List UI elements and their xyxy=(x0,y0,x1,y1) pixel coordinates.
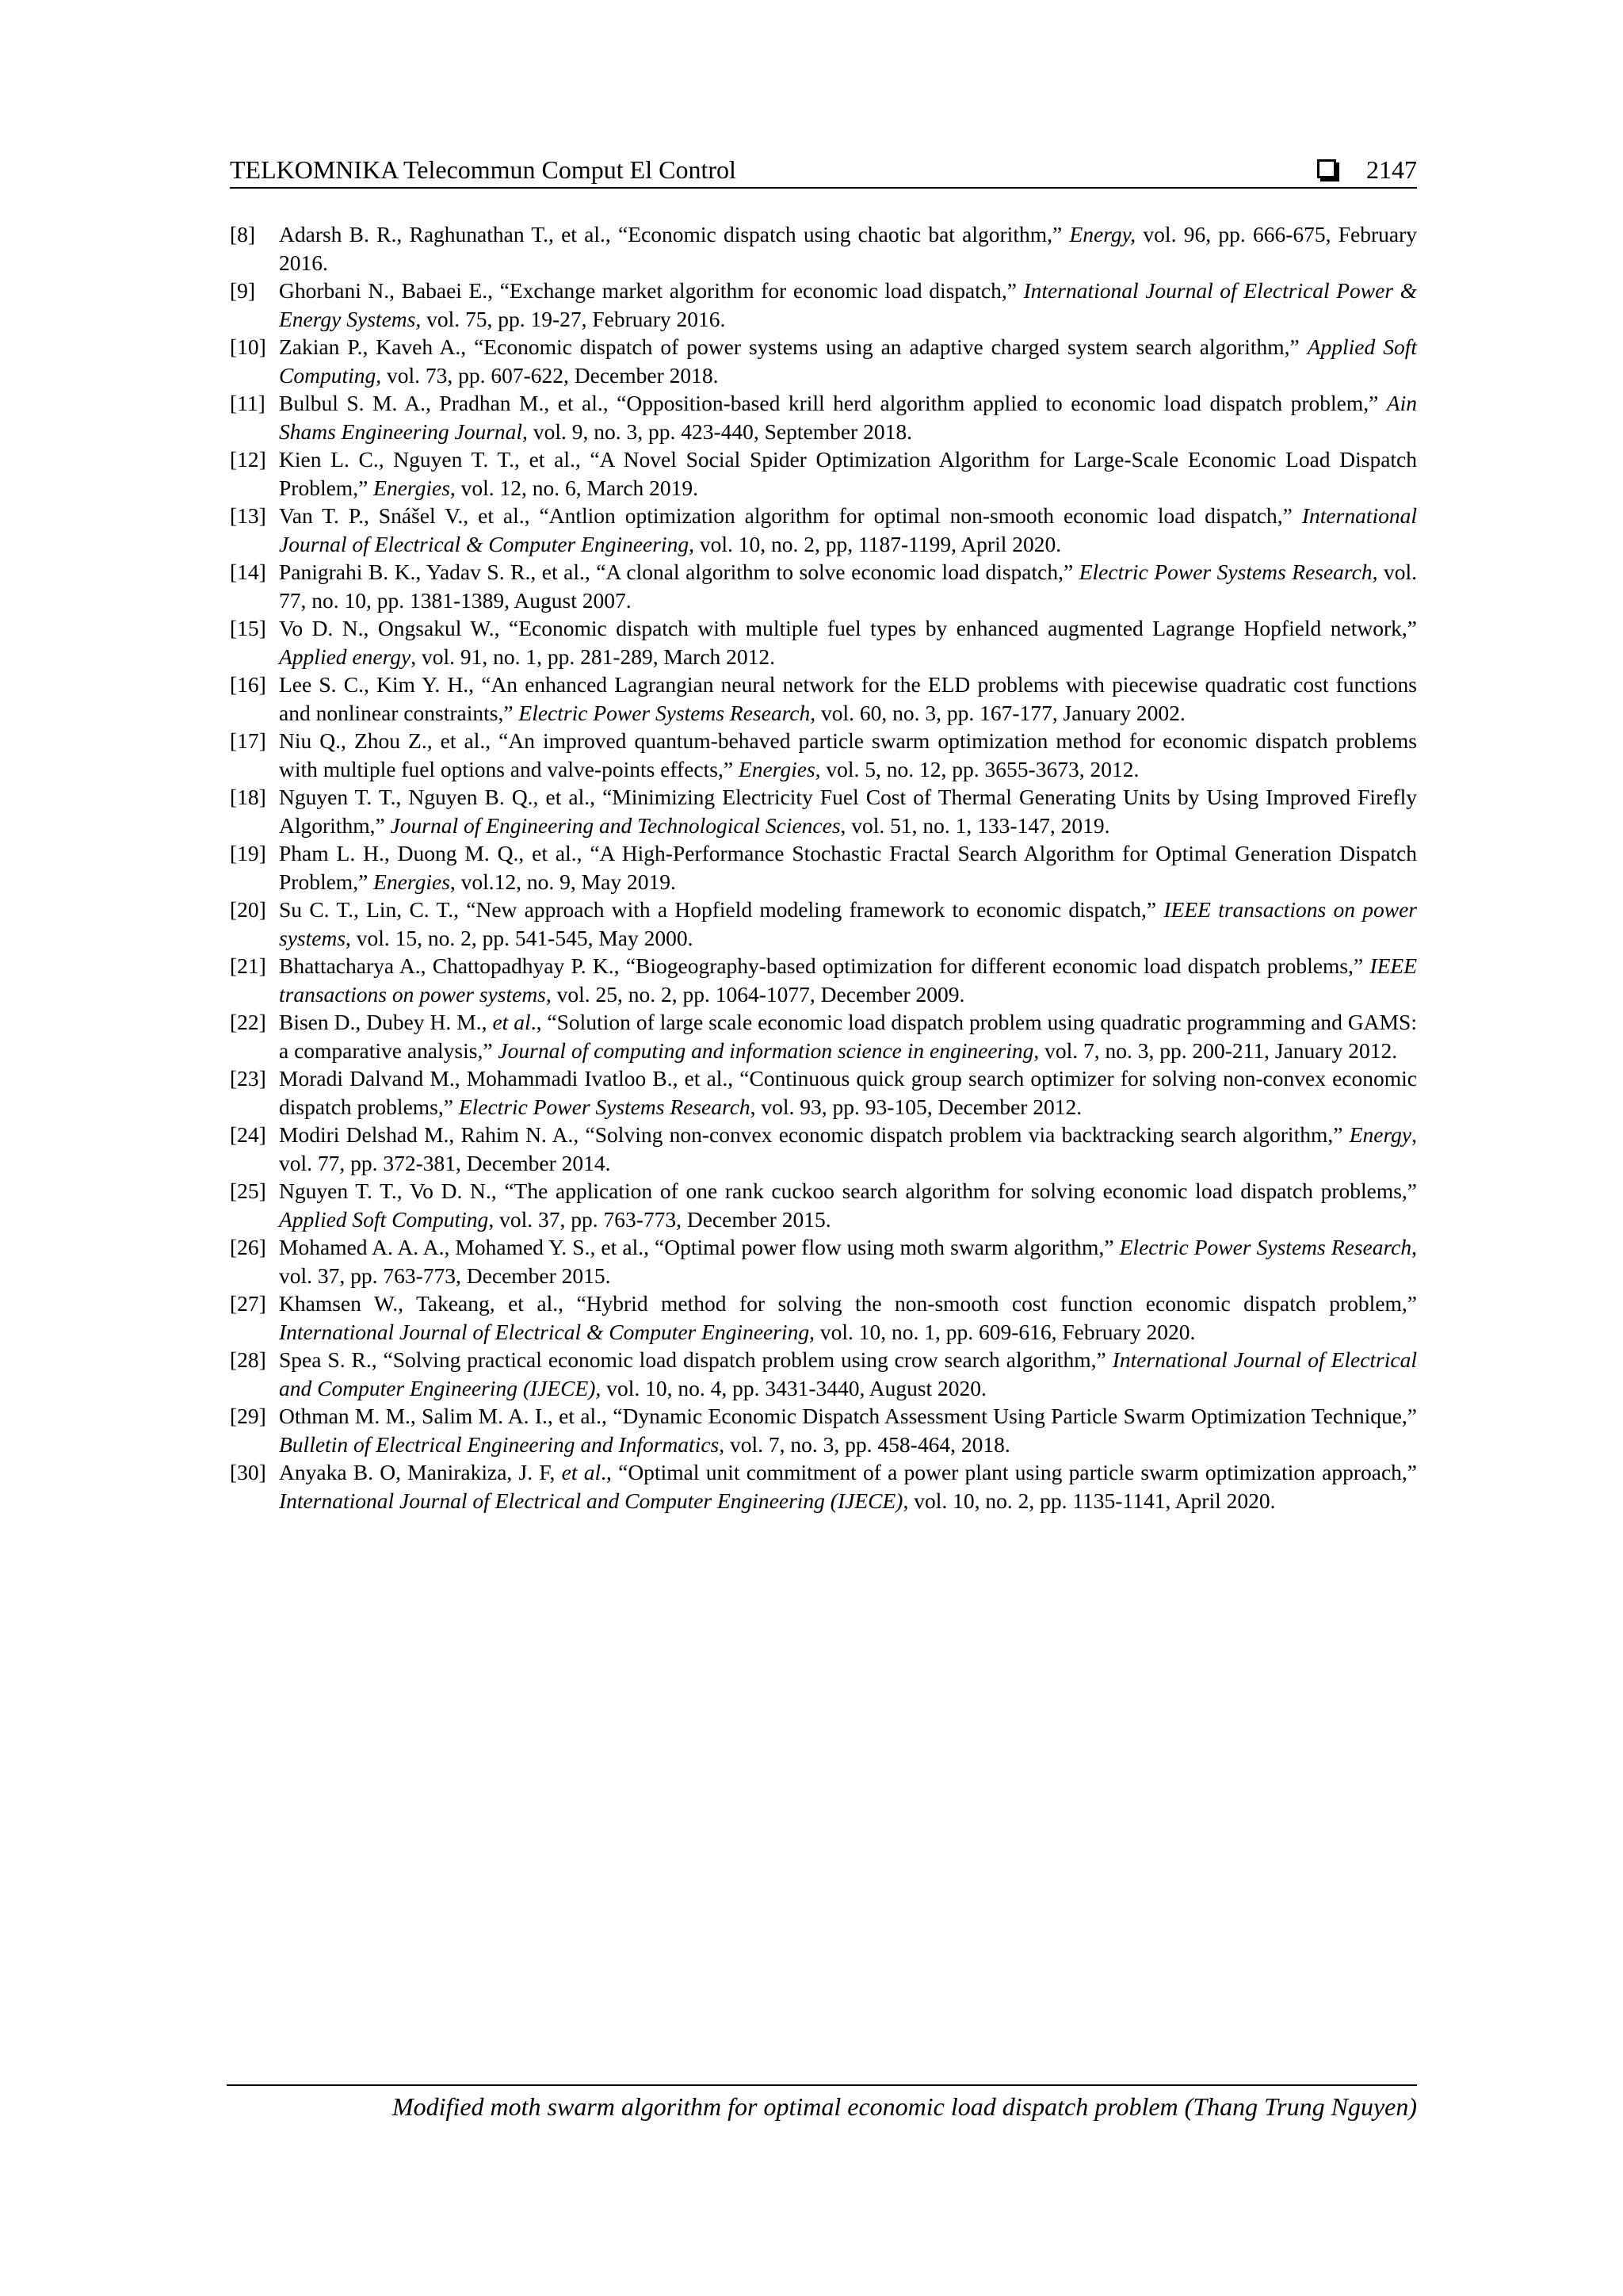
reference-number: [26] xyxy=(230,1235,266,1259)
reference-item xyxy=(230,1289,1417,1346)
reference-text: Bisen D., Dubey H. M., xyxy=(279,1010,493,1034)
reference-number: [12] xyxy=(230,447,266,472)
reference-text: Bhattacharya A., Chattopadhyay P. K., “Biogeography-based optimization for different economic load dispatch problems,” xyxy=(279,953,1370,978)
reference-text: , vol. 60, no. 3, pp. 167-177, January 2002. xyxy=(810,700,1186,725)
reference-text: , vol. 10, no. 2, pp. 1135-1141, April 2020. xyxy=(903,1488,1276,1513)
reference-item xyxy=(230,502,1417,558)
reference-text: Pham L. H., Duong M. Q., et al., “A High-Performance Stochastic Fractal Search Algorithm for Optimal Generation Dispatch Problem,” xyxy=(279,841,1417,894)
reference-text: vol. 96, pp. 666-675, February 2016. xyxy=(279,222,1417,275)
reference-number: [21] xyxy=(230,953,266,978)
reference-text: , vol. 7, no. 3, pp. 200-211, January 2012. xyxy=(1033,1037,1398,1063)
reference-venue: Energies xyxy=(738,756,815,781)
reference-text: vol. 10, no. 4, pp. 3431-3440, August 2020. xyxy=(601,1375,987,1400)
reference-venue: IEEE transactions on power systems xyxy=(279,897,1417,950)
reference-number: [29] xyxy=(230,1404,266,1428)
reference-text: Vo D. N., Ongsakul W., “Economic dispatch with multiple fuel types by enhanced augmented Lagrange Hopfield network,” xyxy=(279,616,1417,640)
reference-text: Su C. T., Lin, C. T., “New approach with a Hopfield modeling framework to economic dispatch,” xyxy=(279,897,1164,922)
reference-venue: International Journal of Electrical and Computer Engineering (IJECE) xyxy=(279,1488,903,1513)
reference-venue: Bulletin of Electrical Engineering and Informatics xyxy=(279,1431,720,1457)
reference-item xyxy=(230,277,1417,333)
reference-text: Nguyen T. T., Nguyen B. Q., et al., “Minimizing Electricity Fuel Cost of Thermal Generating Units by Using Improved Firefly Algorithm,” xyxy=(279,785,1417,838)
reference-text: , vol. 7, no. 3, pp. 458-464, 2018. xyxy=(719,1431,1010,1457)
reference-item xyxy=(230,670,1417,727)
page-footer xyxy=(227,2084,1417,2122)
reference-text: et al xyxy=(492,1010,531,1034)
reference-text: Niu Q., Zhou Z., et al., “An improved quantum-behaved particle swarm optimization method for economic dispatch problems with multiple fuel options and valve-points effects,” xyxy=(279,728,1417,781)
journal-title: TELKOMNIKA Telecommun Comput El Control xyxy=(230,155,736,184)
reference-text: et al xyxy=(561,1460,601,1484)
reference-item xyxy=(230,1177,1417,1233)
reference-number: [13] xyxy=(230,503,266,528)
reference-number: [10] xyxy=(230,334,266,359)
reference-venue: Electric Power Systems Research, xyxy=(1079,560,1378,584)
reference-venue: Energies, xyxy=(373,475,456,500)
footer-running-title: Modified moth swarm algorithm for optimal economic load dispatch problem (Thang Trung Nguyen) xyxy=(392,2092,1417,2121)
reference-venue: International Journal of Electrical & Computer Engineering, xyxy=(279,1319,815,1344)
reference-number: [22] xyxy=(230,1010,266,1034)
reference-text: vol. 73, pp. 607-622, December 2018. xyxy=(381,362,719,388)
reference-venue: Energy xyxy=(1349,1122,1412,1147)
reference-text: , vol. 37, pp. 763-773, December 2015. xyxy=(279,1235,1417,1288)
reference-text: , vol. 93, pp. 93-105, December 2012. xyxy=(750,1094,1083,1119)
reference-number: [25] xyxy=(230,1179,266,1203)
reference-text: , vol. 77, pp. 372-381, December 2014. xyxy=(279,1122,1417,1175)
reference-text: Ghorbani N., Babaei E., “Exchange market algorithm for economic load dispatch,” xyxy=(279,278,1024,303)
reference-item xyxy=(230,445,1417,502)
reference-text: , vol. 25, no. 2, pp. 1064-1077, December 2009. xyxy=(545,981,965,1007)
square-bullet-icon xyxy=(1317,159,1336,178)
reference-item xyxy=(230,1008,1417,1064)
reference-venue: Energy, xyxy=(1069,222,1136,246)
reference-number: [30] xyxy=(230,1460,266,1484)
reference-item xyxy=(230,1402,1417,1458)
reference-number: [28] xyxy=(230,1347,266,1372)
reference-list xyxy=(230,220,1417,1515)
reference-venue: International Journal of Electrical and Computer Engineering (IJECE), xyxy=(279,1347,1417,1400)
reference-text: Kien L. C., Nguyen T. T., et al., “A Novel Social Spider Optimization Algorithm for Large-Scale Economic Load Dispatch Problem,” xyxy=(279,447,1417,500)
reference-venue: Ain Shams Engineering Journal, xyxy=(279,391,1417,444)
reference-item xyxy=(230,1233,1417,1289)
reference-text: vol. 10, no. 1, pp. 609-616, February 2020. xyxy=(814,1319,1196,1344)
reference-text: , vol. 37, pp. 763-773, December 2015. xyxy=(488,1206,831,1232)
reference-venue: International Journal of Electrical & Computer Engineering xyxy=(279,503,1417,556)
reference-text: Zakian P., Kaveh A., “Economic dispatch of power systems using an adaptive charged system search algorithm,” xyxy=(279,334,1308,359)
reference-text: Adarsh B. R., Raghunathan T., et al., “Economic dispatch using chaotic bat algorithm,” xyxy=(279,222,1070,246)
reference-item xyxy=(230,783,1417,839)
reference-number: [27] xyxy=(230,1291,266,1316)
reference-venue: Electric Power Systems Research xyxy=(518,700,811,725)
reference-venue: International Journal of Electrical Power & Energy Systems, xyxy=(279,278,1417,331)
reference-number: [11] xyxy=(230,391,265,415)
reference-text: Khamsen W., Takeang, et al., “Hybrid method for solving the non-smooth cost function economic dispatch problem,” xyxy=(279,1291,1417,1316)
reference-number: [16] xyxy=(230,672,266,697)
reference-text: Mohamed A. A. A., Mohamed Y. S., et al., “Optimal power flow using moth swarm algorithm,” xyxy=(279,1235,1120,1259)
reference-item xyxy=(230,1064,1417,1121)
reference-text: , vol. 5, no. 12, pp. 3655-3673, 2012. xyxy=(815,756,1140,781)
reference-text: Nguyen T. T., Vo D. N., “The application of one rank cuckoo search algorithm for solving economic load dispatch problems,” xyxy=(279,1179,1417,1203)
reference-number: [18] xyxy=(230,785,266,809)
page-header xyxy=(230,152,1417,189)
reference-venue: Applied energy xyxy=(279,644,411,669)
reference-number: [8] xyxy=(230,222,256,246)
reference-text: , vol.12, no. 9, May 2019. xyxy=(449,869,676,894)
reference-item xyxy=(230,1121,1417,1177)
reference-number: [19] xyxy=(230,841,266,865)
reference-text: , vol. 15, no. 2, pp. 541-545, May 2000. xyxy=(346,925,693,950)
reference-text: Van T. P., Snášel V., et al., “Antlion optimization algorithm for optimal non-smooth economic load dispatch,” xyxy=(279,503,1302,528)
reference-item xyxy=(230,220,1417,277)
reference-text: Modiri Delshad M., Rahim N. A., “Solving non-convex economic dispatch problem via backtracking search algorithm,” xyxy=(279,1122,1350,1147)
reference-item xyxy=(230,839,1417,896)
reference-number: [17] xyxy=(230,728,266,753)
reference-text: Lee S. C., Kim Y. H., “An enhanced Lagrangian neural network for the ELD problems with piecewise quadratic cost functions and nonlinear constraints,” xyxy=(279,672,1417,725)
reference-text: vol. 75, pp. 19-27, February 2016. xyxy=(421,306,726,331)
reference-text: ., “Optimal unit commitment of a power plant using particle swarm optimization approach,” xyxy=(601,1460,1418,1484)
reference-text: , vol. 51, no. 1, 133-147, 2019. xyxy=(840,812,1110,838)
reference-venue: Applied Soft Computing xyxy=(279,1206,489,1232)
reference-number: [20] xyxy=(230,897,266,922)
reference-text: , vol. 91, no. 1, pp. 281-289, March 2012. xyxy=(411,644,776,669)
reference-item xyxy=(230,896,1417,952)
reference-venue: Electric Power Systems Research xyxy=(1119,1235,1412,1259)
reference-text: Moradi Dalvand M., Mohammadi Ivatloo B., et al., “Continuous quick group search optimizer for solving non-convex economic dispatch problems,” xyxy=(279,1066,1417,1119)
reference-text: Anyaka B. O, Manirakiza, J. F, xyxy=(279,1460,562,1484)
reference-number: [9] xyxy=(230,278,256,303)
reference-venue: Energies xyxy=(373,869,450,894)
reference-item xyxy=(230,558,1417,614)
reference-text: Spea S. R., “Solving practical economic load dispatch problem using crow search algorithm,” xyxy=(279,1347,1113,1372)
page-number: 2147 xyxy=(1366,155,1417,184)
reference-number: [14] xyxy=(230,560,266,584)
reference-text: , vol. 10, no. 2, pp, 1187-1199, April 2020. xyxy=(689,531,1062,556)
reference-text: ., “Solution of large scale economic load dispatch problem using quadratic programming and GAMS: a comparative analysis,” xyxy=(279,1010,1417,1063)
reference-item xyxy=(230,1346,1417,1402)
reference-item xyxy=(230,727,1417,783)
reference-item xyxy=(230,389,1417,445)
reference-venue: Applied Soft Computing, xyxy=(279,334,1417,388)
reference-text: vol. 77, no. 10, pp. 1381-1389, August 2007. xyxy=(279,560,1418,613)
reference-item xyxy=(230,614,1417,670)
reference-number: [23] xyxy=(230,1066,266,1091)
reference-item xyxy=(230,1458,1417,1515)
reference-venue: IEEE transactions on power systems xyxy=(279,953,1417,1007)
reference-item xyxy=(230,952,1417,1008)
reference-text: Othman M. M., Salim M. A. I., et al., “Dynamic Economic Dispatch Assessment Using Particle Swarm Optimization Technique,” xyxy=(279,1404,1417,1428)
reference-text: vol. 9, no. 3, pp. 423-440, September 2018. xyxy=(527,418,912,444)
reference-venue: Journal of Engineering and Technological Sciences xyxy=(390,812,841,838)
reference-item xyxy=(230,333,1417,389)
reference-text: Panigrahi B. K., Yadav S. R., et al., “A clonal algorithm to solve economic load dispatch,” xyxy=(279,560,1079,584)
reference-number: [24] xyxy=(230,1122,266,1147)
reference-text: Bulbul S. M. A., Pradhan M., et al., “Opposition-based krill herd algorithm applied to economic load dispatch problem,” xyxy=(279,391,1387,415)
reference-venue: Electric Power Systems Research xyxy=(458,1094,750,1119)
reference-number: [15] xyxy=(230,616,266,640)
reference-venue: Journal of computing and information science in engineering xyxy=(498,1037,1034,1063)
reference-text: vol. 12, no. 6, March 2019. xyxy=(455,475,699,500)
